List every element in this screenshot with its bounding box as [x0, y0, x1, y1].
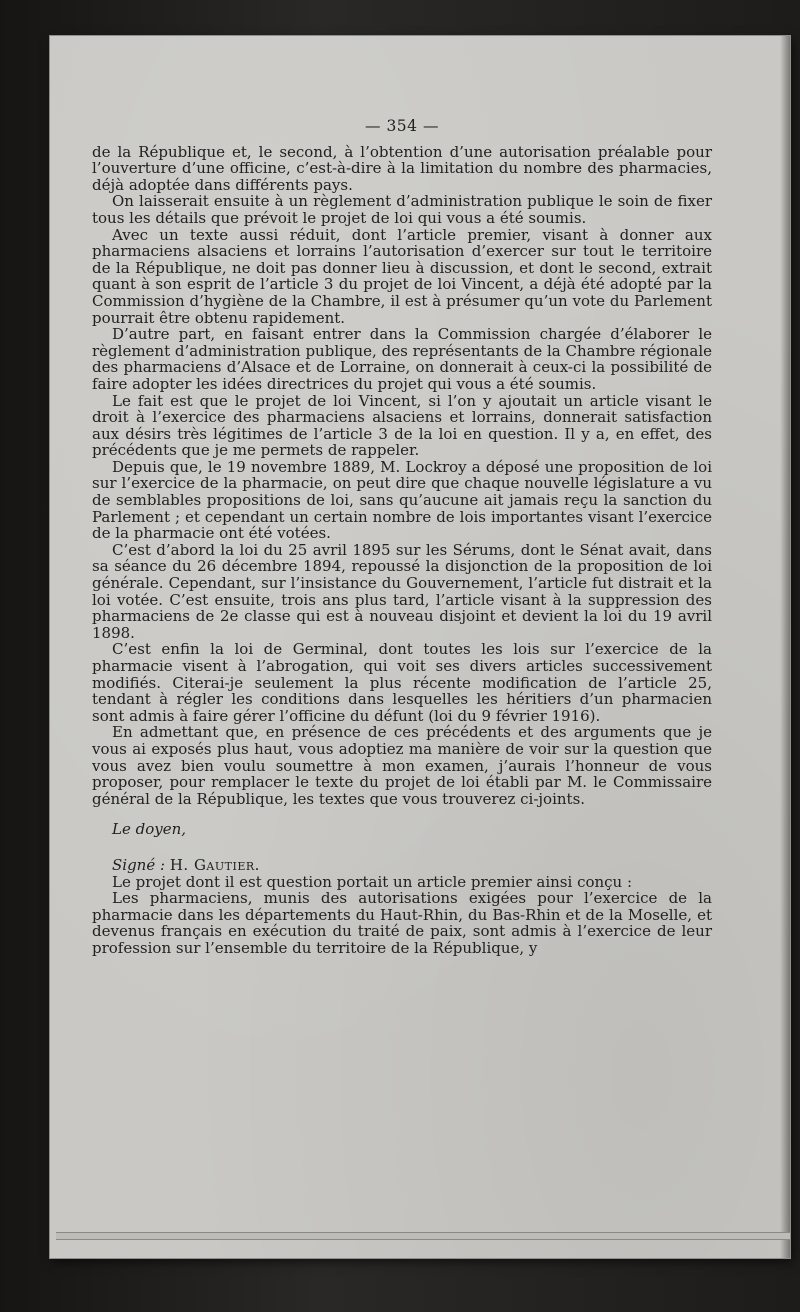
paragraph-8: C’est enfin la loi de Germinal, dont toutes les lois sur l’exercice de la pharmacie visent à l’abrogation, qui voit ses divers articles successivement modifiés. Citerai-je seulement la plus récente modification de l’article 25, tendant à régler les conditions dans lesquelles les héritiers d’un pharmacien sont admis à faire gérer l’officine du défunt (loi du 9 février 1916). [92, 640, 712, 725]
paragraph-4: D’autre part, en faisant entrer dans la Commission chargée d’élaborer le règlement d’administration publique, des représentants de la Chambre régionale des pharmaciens d’Alsace et de Lorraine, on donnerait à ceux-ci la possibilité de faire adopter les idées directrices du projet qui vous a été soumis. [92, 325, 712, 393]
signature-title: Le doyen, [112, 820, 187, 839]
paragraph-6: Depuis que, le 19 novembre 1889, M. Lockroy a déposé une proposition de loi sur l’exercice de la pharmacie, on peut dire que chaque nouvelle législature a vu de semblables propositions de loi, sans qu’aucune ait jamais reçu la sanction du Parlement ; et cependant un certain nombre de lois importantes visant l’exercice de la pharmacie ont été votées. [92, 457, 712, 543]
paragraph-9: En admettant que, en présence de ces précédents et des arguments que je vous ai exposés plus haut, vous adoptiez ma manière de voir sur la question que vous avez bien voulu soumettre à mon examen, j’aurais l’honneur de vous proposer, pour remplacer le texte du projet de loi établi par M. le Commissaire général de la République, les textes que vous trouverez ci-joints. [92, 723, 712, 808]
quote-intro: Le projet dont il est question portait un article premier ainsi conçu : [112, 872, 633, 891]
quoted-article: Les pharmaciens, munis des autorisations exigées pour l’exercice de la pharmacie dans les départements du Haut-Rhin, du Bas-Rhin et de la Moselle, et devenus français en exécution du traité de paix, sont admis à l’exercice de leur profession sur l’ensemble du territoire de la République, y [92, 889, 712, 957]
page-edge-shadow [780, 36, 790, 1258]
signatory-name: H. Gautier. [169, 855, 260, 874]
paragraph-7: C’est d’abord la loi du 25 avril 1895 sur les Sérums, dont le Sénat avait, dans sa séance du 26 décembre 1894, repoussé la disjonction de la proposition de loi générale. Cependant, sur l’insistance du Gouvernement, l’article fut distrait et la loi votée. C’est ensuite, trois ans plus tard, l’article visant à la suppression des pharmaciens de 2e classe qui est à nouveau disjoint et devient la loi du 19 avril 1898. [92, 540, 712, 642]
signed-label: Signé : [112, 855, 166, 874]
page-fold-line [56, 1232, 790, 1240]
paragraph-3: Avec un texte aussi réduit, dont l’article premier, visant à donner aux pharmaciens alsaciens et lorrains l’autorisation d’exercer sur tout le territoire de la République, ne doit pas donner lieu à discussion, et dont le second, extrait quant à son esprit de l’article 3 du projet de loi Vincent, a déjà été adopté par la Commission d’hygiène de la Chambre, il est à présumer qu’un vote du Parlement pourrait être obtenu rapidement. [92, 225, 712, 327]
paragraph-2: On laisserait ensuite à un règlement d’administration publique le soin de fixer tous les détails que prévoit le projet de loi qui vous a été soumis. [92, 192, 712, 227]
paragraph-5: Le fait est que le projet de loi Vincent, si l’on y ajoutait un article visant le droit à l’exercice des pharmaciens alsaciens et lorrains, donnerait satisfaction aux désirs très légitimes de l’article 3 de la loi en question. Il y a, en effet, des précédents que je me permets de rappeler. [92, 391, 712, 460]
page-number: — 354 — [365, 117, 439, 135]
signature-line [92, 857, 712, 874]
paragraph-1: de la République et, le second, à l’obtention d’une autorisation préalable pour l’ouverture d’une officine, c’est-à-dire à la limitation du nombre des pharmacies, déjà adoptée dans différents pays. [92, 142, 712, 194]
signature-block [92, 821, 712, 873]
page-body [92, 118, 712, 957]
